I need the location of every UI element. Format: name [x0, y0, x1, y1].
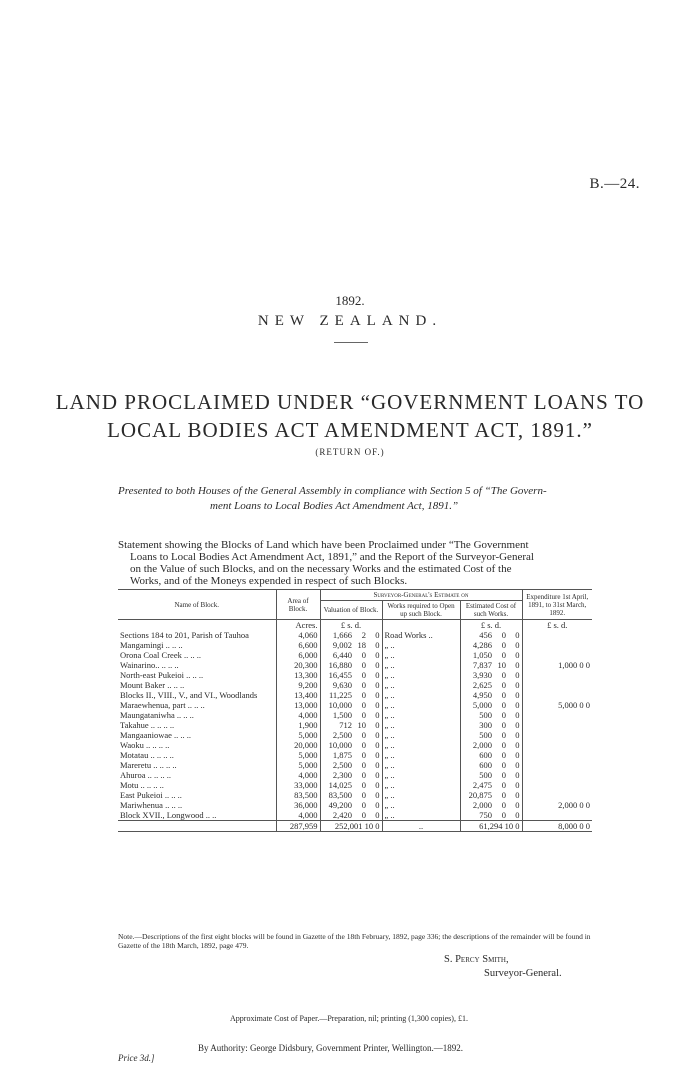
cost-pounds: 20,875: [460, 790, 494, 800]
cost-shillings: 0: [501, 670, 506, 680]
expenditure: [522, 730, 592, 740]
valuation-shillings: 0: [361, 730, 366, 740]
block-area: 20,300: [276, 660, 320, 670]
works-required: Road Works ..: [382, 630, 460, 640]
statement-line-3: on the Value of such Blocks, and on the necessary Works and the estimated Cost of the: [130, 563, 512, 575]
cost-pence: 0: [515, 750, 520, 760]
cost-shillings: 0: [501, 630, 506, 640]
valuation-pence: 0: [375, 710, 380, 720]
expenditure: [522, 760, 592, 770]
year: 1892.: [335, 293, 365, 308]
cost-shillings: 0: [501, 770, 506, 780]
cost-pounds: 2,625: [460, 680, 494, 690]
cost-pounds: 7,837: [460, 660, 494, 670]
cost-shillings: 0: [501, 750, 506, 760]
expenditure: 1,000 0 0: [522, 660, 592, 670]
table-row: [118, 660, 592, 670]
block-name: Wainarino.. .. .. ..: [120, 660, 179, 670]
works-required: „ ..: [382, 690, 460, 700]
works-required: „ ..: [382, 650, 460, 660]
expenditure: [522, 710, 592, 720]
expenditure: [522, 740, 592, 750]
cost-shillings: 0: [501, 710, 506, 720]
cost-shillings: 10: [497, 660, 506, 670]
expenditure: [522, 790, 592, 800]
block-name: Mariwhenua .. .. ..: [120, 800, 183, 810]
cost-shillings: 0: [501, 680, 506, 690]
cost-pounds: 2,000: [460, 800, 494, 810]
cost-pence: 0: [515, 780, 520, 790]
block-name: Motu .. .. .. ..: [120, 780, 164, 790]
presented-line-2: ment Loans to Local Bodies Act Amendment Act, 1891.”: [210, 500, 459, 512]
cost-pence: 0: [515, 670, 520, 680]
valuation-pence: 0: [375, 690, 380, 700]
presented-note: [118, 484, 592, 514]
valuation-pence: 0: [375, 780, 380, 790]
works-required: „ ..: [382, 680, 460, 690]
valuation-shillings: 0: [361, 780, 366, 790]
cost-pence: 0: [515, 630, 520, 640]
valuation-shillings: 0: [361, 740, 366, 750]
table-row: [118, 630, 592, 640]
table-note: Note.—Descriptions of the first eight blocks will be found in Gazette of the 18th February, 1892, page 336; the descriptions of the remainder will be found in Gazette of the 18th March, 1892, page 479.: [118, 932, 591, 950]
cost-pounds: 3,930: [460, 670, 494, 680]
block-area: 6,600: [276, 640, 320, 650]
works-required: „ ..: [382, 750, 460, 760]
valuation-shillings: 0: [361, 790, 366, 800]
cost-shillings: 0: [501, 780, 506, 790]
table-row: [118, 750, 592, 760]
valuation-shillings: 0: [361, 710, 366, 720]
block-name: East Pukeioi .. .. ..: [120, 790, 182, 800]
statement-line-1: Statement showing the Blocks of Land which have been Proclaimed under “The Government: [118, 539, 529, 551]
block-name: Mangamingi .. .. ..: [120, 640, 183, 650]
table-row: [118, 670, 592, 680]
valuation-pounds: 2,300: [320, 770, 354, 780]
valuation-pence: 0: [375, 770, 380, 780]
valuation-pence: 0: [375, 670, 380, 680]
block-name: Motatau .. .. .. ..: [120, 750, 174, 760]
block-area: 5,000: [276, 760, 320, 770]
cost-pounds: 600: [460, 750, 494, 760]
valuation-shillings: 0: [361, 750, 366, 760]
cost-shillings: 0: [501, 740, 506, 750]
expenditure: [522, 770, 592, 780]
valuation-shillings: 0: [361, 690, 366, 700]
cost-pence: 0: [515, 720, 520, 730]
presented-line-1: Presented to both Houses of the General Assembly in compliance with Section 5 of “The Govern-: [118, 485, 547, 497]
block-area: 1,900: [276, 720, 320, 730]
title-line-2: LOCAL BODIES ACT AMENDMENT ACT, 1891.”: [107, 418, 593, 442]
cost-pounds: 300: [460, 720, 494, 730]
block-name: Sections 184 to 201, Parish of Tauhoa: [120, 630, 249, 640]
cost-shillings: 0: [501, 790, 506, 800]
total-area: 287,959: [276, 821, 320, 832]
block-area: 4,000: [276, 770, 320, 780]
works-required: „ ..: [382, 790, 460, 800]
price: Price 3d.]: [118, 1053, 155, 1063]
works-required: „ ..: [382, 800, 460, 810]
expenditure: [522, 690, 592, 700]
totals-row: [118, 821, 592, 832]
block-area: 5,000: [276, 730, 320, 740]
valuation-pence: 0: [375, 800, 380, 810]
unit-cost: £ s. d.: [460, 620, 522, 631]
header-expenditure: Expenditure 1st April, 1891, to 31st March, 1892.: [522, 590, 592, 620]
block-area: 20,000: [276, 740, 320, 750]
valuation-pence: 0: [375, 740, 380, 750]
table-row: [118, 720, 592, 730]
total-valuation: 252,001 10 0: [320, 821, 382, 832]
valuation-pence: 0: [375, 660, 380, 670]
valuation-pounds: 1,875: [320, 750, 354, 760]
expenditure: [522, 650, 592, 660]
expenditure: [522, 780, 592, 790]
country-heading: NEW ZEALAND.: [257, 313, 443, 329]
cost-pence: 0: [515, 760, 520, 770]
works-required: „ ..: [382, 710, 460, 720]
block-name: Mount Baker .. .. ..: [120, 680, 185, 690]
works-required: „ ..: [382, 730, 460, 740]
valuation-shillings: 0: [361, 800, 366, 810]
valuation-pounds: 2,420: [320, 810, 354, 821]
block-area: 4,000: [276, 710, 320, 720]
works-required: „ ..: [382, 810, 460, 821]
valuation-pence: 0: [375, 680, 380, 690]
expenditure: [522, 750, 592, 760]
block-area: 5,000: [276, 750, 320, 760]
works-required: „ ..: [382, 760, 460, 770]
valuation-pence: 0: [375, 640, 380, 650]
valuation-pence: 0: [375, 750, 380, 760]
cost-pounds: 600: [460, 760, 494, 770]
valuation-shillings: 0: [361, 660, 366, 670]
valuation-pence: 0: [375, 700, 380, 710]
valuation-pence: 0: [375, 720, 380, 730]
valuation-pounds: 16,880: [320, 660, 354, 670]
return-of: (RETURN OF.): [315, 447, 385, 457]
valuation-shillings: 0: [361, 760, 366, 770]
header-works-required: Works required to Open up such Block.: [382, 601, 460, 620]
cost-shillings: 0: [501, 640, 506, 650]
block-area: 83,500: [276, 790, 320, 800]
statement: [118, 539, 592, 587]
cost-pence: 0: [515, 770, 520, 780]
title-line-1: LAND PROCLAIMED UNDER “GOVERNMENT LOANS TO: [55, 390, 645, 414]
valuation-shillings: 2: [361, 630, 366, 640]
block-area: 9,200: [276, 680, 320, 690]
paper-cost: Approximate Cost of Paper.—Preparation, nil; printing (1,300 copies), £1.: [230, 1014, 468, 1023]
block-area: 36,000: [276, 800, 320, 810]
valuation-pounds: 11,225: [320, 690, 354, 700]
cost-pounds: 456: [460, 630, 494, 640]
cost-pence: 0: [515, 800, 520, 810]
cost-pounds: 2,475: [460, 780, 494, 790]
block-area: 13,000: [276, 700, 320, 710]
table-row: [118, 810, 592, 821]
valuation-pounds: 712: [320, 720, 354, 730]
blocks-table: [118, 589, 592, 832]
cost-shillings: 0: [501, 650, 506, 660]
table-row: [118, 730, 592, 740]
block-name: Maungataniwha .. .. ..: [120, 710, 194, 720]
table-row: [118, 740, 592, 750]
valuation-pounds: 9,002: [320, 640, 354, 650]
block-area: 13,300: [276, 670, 320, 680]
block-name: Block XVII., Longwood .. ..: [120, 810, 217, 820]
valuation-pence: 0: [375, 650, 380, 660]
block-area: 6,000: [276, 650, 320, 660]
unit-expenditure: £ s. d.: [522, 620, 592, 631]
cost-pounds: 500: [460, 770, 494, 780]
units-row: [118, 620, 592, 631]
header-name: Name of Block.: [118, 590, 276, 620]
block-name: North-east Pukeioi .. .. ..: [120, 670, 204, 680]
cost-shillings: 0: [501, 700, 506, 710]
valuation-pounds: 10,000: [320, 700, 354, 710]
cost-shillings: 0: [501, 730, 506, 740]
valuation-pence: 0: [375, 810, 380, 820]
header-sg-estimate: Surveyor-General's Estimate on: [320, 590, 522, 601]
valuation-pence: 0: [375, 760, 380, 770]
cost-pounds: 750: [460, 810, 494, 821]
expenditure: 5,000 0 0: [522, 700, 592, 710]
cost-pence: 0: [515, 730, 520, 740]
block-name: Waoku .. .. .. ..: [120, 740, 170, 750]
valuation-shillings: 10: [357, 720, 366, 730]
statement-line-2: Loans to Local Bodies Act Amendment Act, 1891,” and the Report of the Surveyor-General: [130, 551, 534, 563]
document-reference: B.—24.: [589, 176, 640, 192]
table-row: [118, 700, 592, 710]
valuation-pounds: 1,500: [320, 710, 354, 720]
valuation-shillings: 0: [361, 810, 366, 820]
cost-pence: 0: [515, 790, 520, 800]
valuation-pounds: 83,500: [320, 790, 354, 800]
total-expenditure: 8,000 0 0: [522, 821, 592, 832]
cost-pence: 0: [515, 650, 520, 660]
block-name: Mareretu .. .. .. ..: [120, 760, 177, 770]
valuation-pounds: 10,000: [320, 740, 354, 750]
cost-pence: 0: [515, 710, 520, 720]
valuation-pence: 0: [375, 790, 380, 800]
valuation-pounds: 2,500: [320, 730, 354, 740]
table-row: [118, 710, 592, 720]
valuation-shillings: 0: [361, 650, 366, 660]
works-required: „ ..: [382, 720, 460, 730]
expenditure: [522, 680, 592, 690]
works-required: „ ..: [382, 660, 460, 670]
table-row: [118, 650, 592, 660]
statement-line-4: Works, and of the Moneys expended in respect of such Blocks.: [130, 575, 408, 587]
valuation-pence: 0: [375, 630, 380, 640]
block-name: Marаewhenua, part .. .. ..: [120, 700, 205, 710]
cost-shillings: 0: [501, 690, 506, 700]
works-required: „ ..: [382, 670, 460, 680]
cost-pence: 0: [515, 700, 520, 710]
cost-pence: 0: [515, 640, 520, 650]
table-row: [118, 780, 592, 790]
works-required: „ ..: [382, 770, 460, 780]
block-name: Orona Coal Creek .. .. ..: [120, 650, 201, 660]
total-works: ..: [382, 821, 460, 832]
cost-pounds: 500: [460, 710, 494, 720]
valuation-pounds: 2,500: [320, 760, 354, 770]
total-cost: 61,294 10 0: [460, 821, 522, 832]
works-required: „ ..: [382, 640, 460, 650]
authority-line: By Authority: George Didsbury, Government Printer, Wellington.—1892.: [198, 1043, 463, 1053]
unit-area: Acres.: [276, 620, 320, 631]
header-area: Area of Block.: [276, 590, 320, 620]
block-area: 33,000: [276, 780, 320, 790]
table-row: [118, 680, 592, 690]
cost-shillings: 0: [501, 760, 506, 770]
expenditure: [522, 720, 592, 730]
table-row: [118, 790, 592, 800]
block-name: Takahue .. .. .. ..: [120, 720, 175, 730]
cost-shillings: 0: [501, 800, 506, 810]
works-required: „ ..: [382, 700, 460, 710]
expenditure: [522, 630, 592, 640]
block-name: Mangaaniowae .. .. ..: [120, 730, 192, 740]
header-estimated-cost: Estimated Cost of such Works.: [460, 601, 522, 620]
valuation-shillings: 0: [361, 770, 366, 780]
valuation-pounds: 16,455: [320, 670, 354, 680]
valuation-shillings: 0: [361, 700, 366, 710]
expenditure: [522, 810, 592, 821]
cost-pounds: 5,000: [460, 700, 494, 710]
table-row: [118, 770, 592, 780]
cost-pence: 0: [515, 740, 520, 750]
table-row: [118, 800, 592, 810]
cost-pounds: 2,000: [460, 740, 494, 750]
valuation-pence: 0: [375, 730, 380, 740]
cost-shillings: 0: [501, 810, 506, 820]
block-area: 4,060: [276, 630, 320, 640]
works-required: „ ..: [382, 780, 460, 790]
signature-name: S. Percy Smith,: [444, 954, 509, 965]
expenditure: 2,000 0 0: [522, 800, 592, 810]
block-area: 13,400: [276, 690, 320, 700]
unit-valuation: £ s. d.: [320, 620, 382, 631]
cost-shillings: 0: [501, 720, 506, 730]
valuation-pounds: 9,630: [320, 680, 354, 690]
cost-pence: 0: [515, 690, 520, 700]
valuation-pounds: 6,440: [320, 650, 354, 660]
block-area: 4,000: [276, 810, 320, 821]
valuation-pounds: 14,025: [320, 780, 354, 790]
header-valuation: Valuation of Block.: [320, 601, 382, 620]
divider: [334, 342, 368, 343]
expenditure: [522, 640, 592, 650]
table-row: [118, 640, 592, 650]
valuation-shillings: 0: [361, 680, 366, 690]
cost-pence: 0: [515, 680, 520, 690]
valuation-shillings: 18: [357, 640, 366, 650]
works-required: „ ..: [382, 740, 460, 750]
valuation-pounds: 1,666: [320, 630, 354, 640]
expenditure: [522, 670, 592, 680]
cost-pounds: 4,286: [460, 640, 494, 650]
cost-pence: 0: [515, 810, 520, 820]
cost-pounds: 1,050: [460, 650, 494, 660]
signature-title: Surveyor-General.: [484, 968, 562, 979]
cost-pence: 0: [515, 660, 520, 670]
valuation-pounds: 49,200: [320, 800, 354, 810]
cost-pounds: 500: [460, 730, 494, 740]
cost-pounds: 4,950: [460, 690, 494, 700]
table-row: [118, 690, 592, 700]
table-row: [118, 760, 592, 770]
block-name: Blocks II., VIII., V., and VI., Woodlands: [120, 690, 258, 700]
block-name: Ahuroa .. .. .. ..: [120, 770, 171, 780]
valuation-shillings: 0: [361, 670, 366, 680]
